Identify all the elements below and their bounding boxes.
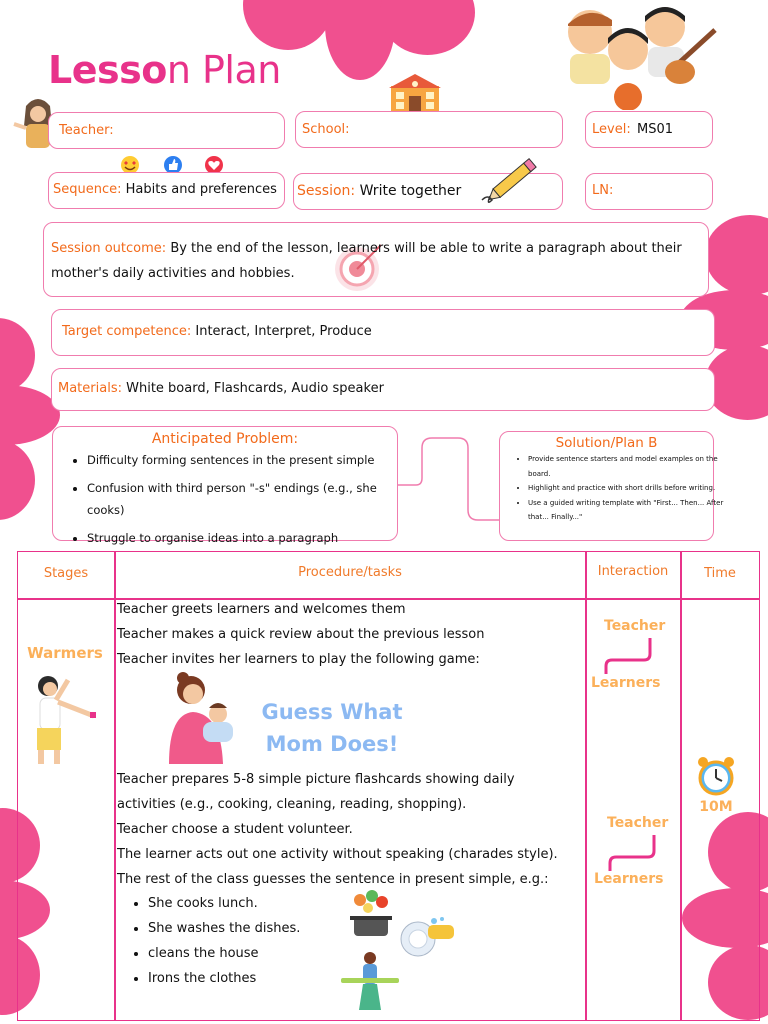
- procedure-intro: [117, 597, 484, 672]
- problem-list: [71, 449, 399, 555]
- list-item: • Confusion with third person "-s" endings (e.g., she cooks): [87, 477, 399, 521]
- header-interaction: Interaction: [597, 564, 669, 579]
- sequence-value: Habits and preferences: [125, 182, 277, 197]
- header-procedure: Procedure/tasks: [298, 565, 402, 580]
- competence-value: Interact, Interpret, Produce: [195, 324, 372, 339]
- interaction-arrow-icon: [608, 833, 656, 873]
- outcome-value: By the end of the lesson, learners will be able to write a paragraph about their mother's daily activities and hobbies.: [51, 241, 682, 281]
- stretching-woman-illustration: [28, 672, 108, 766]
- list-item: • She washes the dishes.: [148, 916, 300, 941]
- interaction-from: Teacher: [604, 618, 666, 634]
- target-competence-text: [62, 324, 372, 339]
- game-title-line-2: Mom Does!: [265, 732, 399, 756]
- session-text: [297, 183, 461, 199]
- page-title: Lesson Plan: [48, 48, 281, 92]
- ln-field[interactable]: [585, 173, 713, 210]
- list-item: • Difficulty forming sentences in the present simple: [87, 449, 399, 471]
- materials-box: [51, 368, 715, 411]
- list-item: • Irons the clothes: [148, 966, 300, 991]
- procedure-line: Teacher makes a quick review about the previous lesson: [117, 627, 485, 642]
- ironing-woman-icon: [341, 950, 399, 1012]
- mother-child-illustration: [163, 668, 245, 764]
- solution-title: Solution/Plan B: [555, 435, 658, 451]
- time-value: 10M: [699, 799, 733, 815]
- procedure-line: Teacher choose a student volunteer.: [117, 822, 353, 837]
- cooking-pot-icon: [348, 888, 394, 942]
- list-item: • Provide sentence starters and model examples on the board.: [528, 452, 726, 481]
- procedure-line: Teacher prepares 5-8 simple picture flashcards showing daily activities (e.g., cooking, cleaning, reading, shopping).: [117, 772, 515, 812]
- procedure-line: Teacher greets learners and welcomes them: [117, 602, 406, 617]
- procedure-line: The learner acts out one activity without speaking (charades style).: [117, 847, 558, 862]
- anticipated-problem-box: [52, 426, 398, 545]
- procedure-steps: [117, 767, 567, 892]
- sequence-label: Sequence:: [53, 182, 122, 197]
- list-item: • Use a guided writing template with "First... Then... After that... Finally...": [528, 496, 726, 525]
- sequence-field[interactable]: [48, 172, 285, 209]
- game-title: [250, 696, 414, 760]
- alarm-clock-icon: [694, 754, 738, 798]
- list-item: • Highlight and practice with short drills before writing.: [528, 481, 726, 496]
- header-time: Time: [704, 566, 736, 581]
- game-title-line-1: Guess What: [261, 700, 403, 724]
- session-outcome-box: [43, 222, 709, 297]
- school-building-icon: [387, 70, 443, 112]
- materials-label: Materials:: [58, 381, 122, 396]
- connector-line: [398, 430, 502, 530]
- session-outcome-text: [51, 236, 701, 286]
- solution-plan-box: [499, 431, 724, 541]
- procedure-line: The rest of the class guesses the sentence in present simple, e.g.:: [117, 872, 549, 887]
- level-label: Level:: [592, 122, 631, 137]
- solution-list: [512, 452, 726, 525]
- list-item: • Struggle to organise ideas into a paragraph: [87, 527, 399, 549]
- interaction-from: Teacher: [607, 815, 669, 831]
- washing-dishes-icon: [398, 913, 458, 961]
- school-field[interactable]: [295, 111, 563, 148]
- anticipated-problem-title: Anticipated Problem:: [151, 431, 299, 447]
- session-label: Session:: [297, 183, 356, 199]
- session-value: Write together: [359, 183, 462, 199]
- target-competence-box: [51, 309, 715, 356]
- examples-list: [132, 891, 300, 991]
- kids-illustration: [540, 2, 730, 110]
- level-value: MS01: [637, 122, 674, 137]
- pencil-icon: [478, 150, 548, 210]
- level-field[interactable]: [585, 111, 713, 148]
- stage-warmers: Warmers: [27, 644, 103, 662]
- procedure-line: Teacher invites her learners to play the following game:: [117, 652, 480, 667]
- header-stages: Stages: [43, 566, 89, 581]
- list-item: • She cooks lunch.: [148, 891, 300, 916]
- interaction-to: Learners: [591, 675, 661, 691]
- ln-label: LN:: [592, 183, 614, 198]
- sequence-text: [53, 182, 277, 197]
- list-item: • cleans the house: [148, 941, 300, 966]
- teacher-field[interactable]: [48, 112, 285, 149]
- teacher-label: Teacher:: [59, 123, 114, 138]
- competence-label: Target competence:: [62, 324, 192, 339]
- materials-value: White board, Flashcards, Audio speaker: [126, 381, 384, 396]
- outcome-label: Session outcome:: [51, 241, 167, 256]
- interaction-arrow-icon: [604, 636, 652, 676]
- materials-text: [58, 381, 384, 396]
- school-label: School:: [302, 122, 350, 137]
- interaction-to: Learners: [594, 871, 664, 887]
